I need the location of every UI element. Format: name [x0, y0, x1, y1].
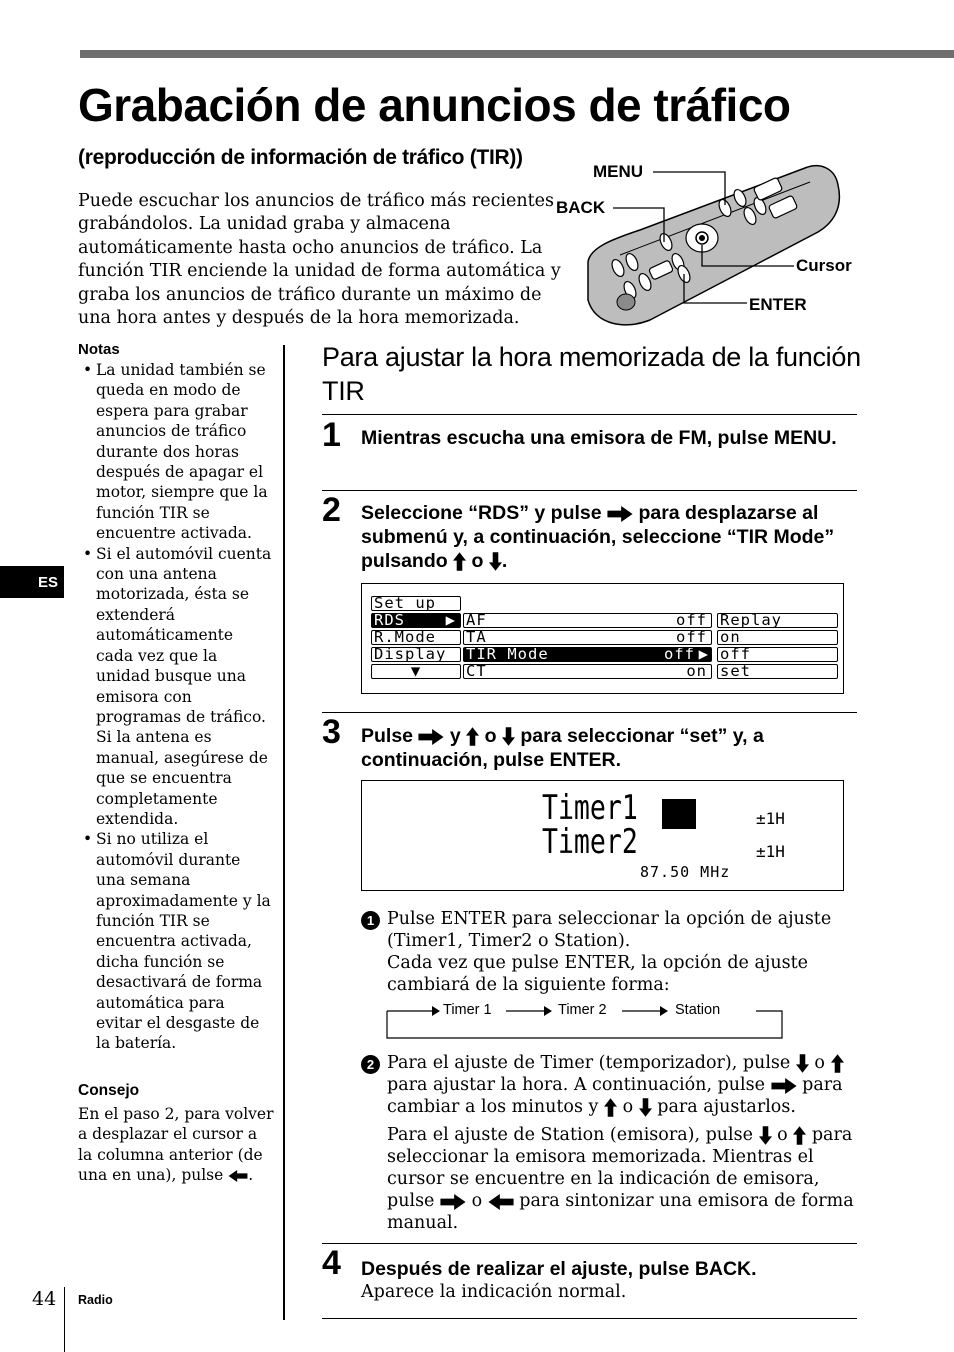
lcd-right-pointer-icon: ▶ [698, 647, 709, 662]
substep-1-text [387, 908, 857, 996]
substep-2-text: para seleccionar la emisora memorizada. Mientras el cursor se encuentre en la indicación de emisora, pulse [387, 1125, 853, 1211]
step-rule [322, 414, 857, 415]
tip-end: . [248, 1166, 254, 1185]
substep-2-text: o [777, 1125, 788, 1145]
up-arrow-icon [466, 727, 479, 746]
substep-2-marker [361, 1054, 380, 1074]
right-arrow-icon [607, 506, 633, 522]
cycle-step-timer1: Timer 1 [443, 1002, 492, 1018]
language-tab [0, 566, 64, 598]
lcd-option-af [463, 613, 712, 628]
lcd-menu-rds [371, 613, 461, 628]
left-arrow-icon [488, 1194, 514, 1210]
lcd-option-value: off [664, 647, 695, 662]
cycle-step-station: Station [675, 1002, 721, 1018]
substep-1-line-2: Cada vez que pulse ENTER, la opción de ajuste cambiará de la siguiente forma: [387, 953, 808, 995]
substep-1-line-1: Pulse ENTER para seleccionar la opción de ajuste (Timer1, Timer2 o Station). [387, 909, 832, 951]
step-rule [322, 712, 857, 713]
lcd-right-pointer-icon: ▶ [445, 613, 456, 628]
bottom-rule [322, 1318, 857, 1319]
right-arrow-icon [440, 1194, 466, 1210]
substep-2-paragraph-2 [387, 1124, 859, 1234]
down-arrow-icon [759, 1126, 772, 1145]
substep-2-text: o [471, 1191, 483, 1211]
step-3-text-c: o [484, 725, 497, 747]
header-rule [80, 50, 954, 58]
step-1-text: Mientras escucha una emisora de FM, pulse MENU. [361, 427, 837, 449]
step-2-text-d: . [501, 550, 508, 572]
substep-2-text: para sintonizar una emisora de forma manual. [387, 1191, 854, 1233]
lcd-option-ct [463, 664, 712, 679]
step-rule [322, 1243, 857, 1244]
substep-2-text: o [622, 1097, 634, 1117]
lcd-option-value: on [686, 664, 707, 679]
substep-2-text: Para el ajuste de Station (emisora), pulse [387, 1125, 753, 1145]
lcd-timer-display [361, 780, 844, 891]
section-name: Radio [78, 1293, 113, 1307]
step-2-text-b: para desplazarse al submenú y, a continuación, seleccione “TIR Mode” pulsando [361, 502, 835, 572]
step-3-text [361, 724, 861, 772]
page-subtitle: (reproducción de información de tráfico (TIR)) [78, 146, 523, 169]
language-tab-label: ES [38, 574, 59, 591]
page-title: Grabación de anuncios de tráfico [78, 79, 791, 131]
page-number-divider [64, 1287, 65, 1352]
substep-2-text: o [814, 1053, 825, 1073]
lcd-timer2: Timer2 [542, 822, 638, 862]
tip-heading: Consejo [78, 1082, 140, 1099]
step-3-text-a: Pulse [361, 725, 414, 747]
remote-cursor-label: Cursor [796, 256, 852, 275]
step-2-text [361, 501, 861, 573]
lcd-sub-on: on [717, 630, 838, 645]
tip-paragraph [78, 1104, 274, 1186]
step-number: 2 [322, 491, 341, 529]
lcd-sub-replay: Replay [717, 613, 838, 628]
cycle-step-timer2: Timer 2 [558, 1002, 607, 1018]
up-arrow-icon [453, 552, 466, 571]
down-arrow-icon [639, 1098, 652, 1117]
notes-heading: Notas [78, 341, 120, 358]
down-arrow-icon [796, 1054, 809, 1073]
step-number: 3 [322, 713, 341, 751]
step-2-text-a: Seleccione “RDS” y pulse [361, 502, 602, 524]
lcd-timer1: Timer1 [542, 788, 638, 828]
lcd-menu-rds-label: RDS [374, 613, 405, 628]
tip-text: En el paso 2, para volver a desplazar el cursor a la columna anterior (de una en una), pulse [78, 1105, 274, 1185]
right-arrow-icon [418, 729, 444, 745]
lcd-menu-rmode: R.Mode [371, 630, 461, 645]
lcd-option-value: off [676, 613, 707, 628]
step-number: 4 [322, 1244, 341, 1282]
step-rule [322, 490, 857, 491]
page-number: 44 [32, 1288, 57, 1310]
substep-2-text: para cambiar a los minutos y [387, 1075, 843, 1117]
note-item: • Si no utiliza el automóvil durante una semana aproximadamente y la función TIR se encuentra activada, dicha función se desactivará de forma automática para evitar el desgaste de la batería. [78, 829, 274, 1053]
up-arrow-icon [793, 1126, 806, 1145]
lcd-option-name: AF [466, 613, 487, 628]
left-arrow-icon [228, 1170, 248, 1182]
down-arrow-icon [489, 552, 502, 571]
substep-2-text: Para el ajuste de Timer (temporizador), pulse [387, 1053, 791, 1073]
substep-1-marker [361, 910, 380, 930]
column-divider [283, 345, 285, 1320]
step-2-text-c: o [471, 550, 484, 572]
lcd-tolerance-1: ±1H [756, 809, 785, 828]
lcd-frequency: 87.50 MHz [640, 863, 731, 881]
substep-2-text: para ajustar la hora. A continuación, pulse [387, 1075, 765, 1095]
lcd-sub-set: set [717, 664, 838, 679]
right-arrow-icon [771, 1078, 797, 1094]
intro-paragraph: Puede escuchar los anuncios de tráfico más recientes grabándolos. La unidad graba y almacena automáticamente hasta ocho anuncios de tráfico. La función TIR enciende la unidad de forma automática y graba los anuncios de tráfico durante un máximo de una hora antes y después de la hora memorizada. [78, 191, 561, 329]
lcd-menu-display [361, 583, 844, 694]
remote-back-label: BACK [556, 198, 606, 217]
lcd-option-name: CT [466, 664, 487, 679]
down-arrow-icon [502, 727, 515, 746]
step-4-text: Después de realizar el ajuste, pulse BACK. [361, 1258, 757, 1280]
substep-number: 2 [361, 1055, 380, 1074]
substep-number: 1 [361, 911, 380, 930]
step-number: 1 [322, 416, 341, 454]
lcd-tolerance-2: ±1H [756, 842, 785, 861]
up-arrow-icon [831, 1054, 844, 1073]
note-item: • Si el automóvil cuenta con una antena motorizada, ésta se extenderá automáticamente cada vez que la unidad busque una emisora con programas de tráfico. Si la antena es manual, asegúrese de que se encuentra completamente extendida. [78, 544, 274, 830]
substep-2-paragraph-1 [387, 1052, 859, 1118]
lcd-option-ta [463, 630, 712, 645]
remote-enter-label: ENTER [749, 295, 807, 314]
lcd-down-triangle-icon: ▼ [371, 664, 461, 679]
section-heading: Para ajustar la hora memorizada de la función TIR [322, 342, 861, 406]
lcd-option-name: TIR Mode [466, 647, 549, 662]
step-3-text-b: y [449, 725, 461, 747]
lcd-menu-setup: Set up [371, 596, 461, 611]
note-item: • La unidad también se queda en modo de espera para grabar anuncios de tráfico durante dos horas después de apagar el motor, siempre que la función TIR se encuentre activada. [78, 360, 274, 544]
lcd-option-value: off [676, 630, 707, 645]
lcd-menu-display: Display [371, 647, 461, 662]
remote-menu-label: MENU [593, 162, 644, 181]
lcd-option-name: TA [466, 630, 487, 645]
up-arrow-icon [604, 1098, 617, 1117]
step-3-text-d: para seleccionar “set” y, a continuación, pulse ENTER. [361, 725, 764, 771]
lcd-option-tir-mode [463, 647, 712, 662]
substep-2-text: para ajustarlos. [657, 1097, 796, 1117]
lcd-sub-off: off [717, 647, 838, 662]
step-4-subtext: Aparece la indicación normal. [361, 1282, 627, 1302]
lcd-cursor-block [662, 799, 696, 829]
notes-list [78, 360, 274, 1054]
